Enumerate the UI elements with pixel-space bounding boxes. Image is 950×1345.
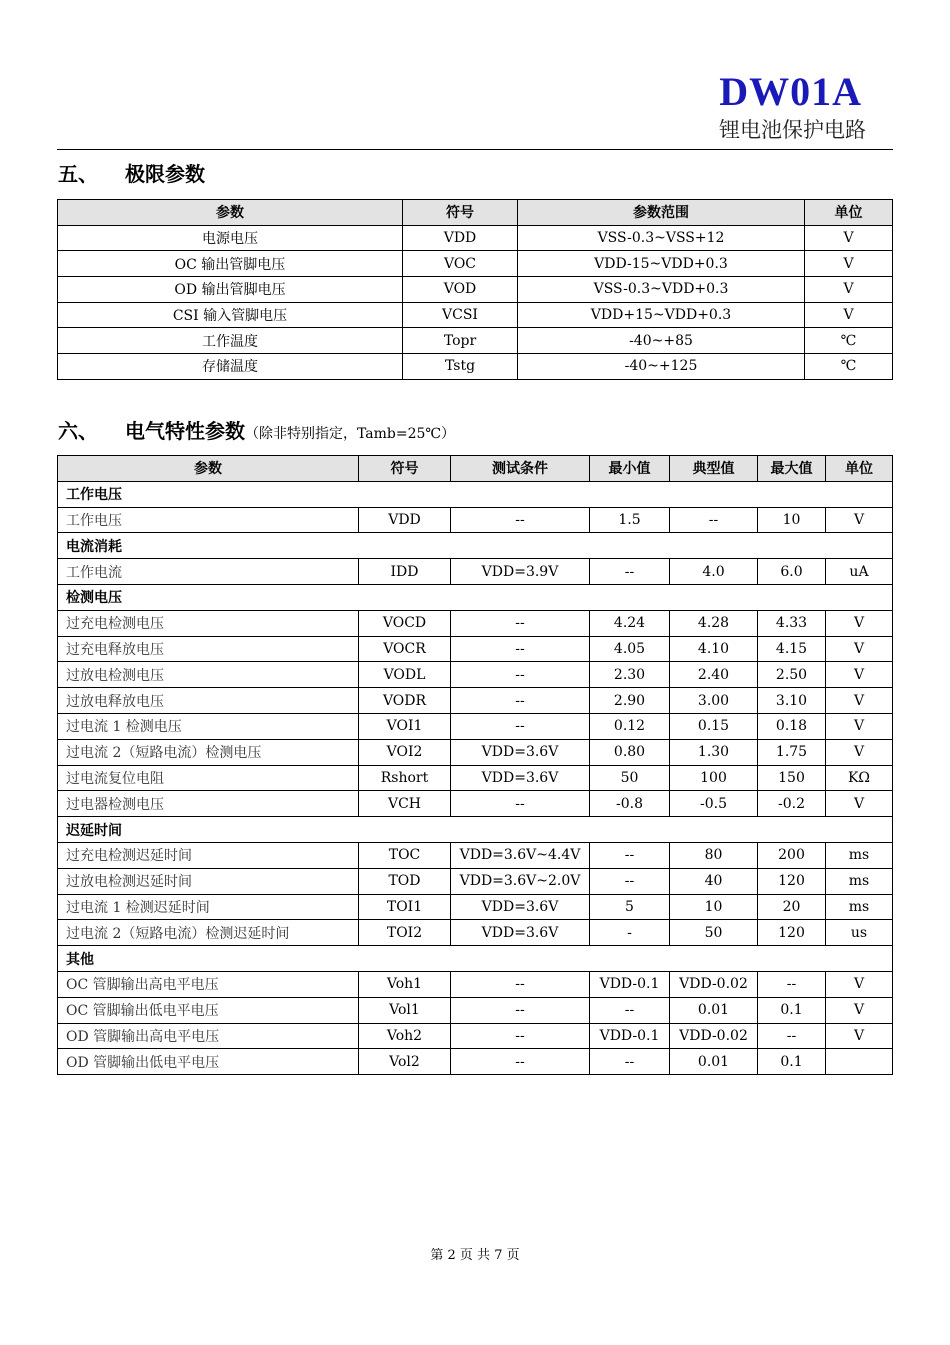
table-cell: VDD=3.9V xyxy=(451,559,590,585)
table-cell: 2.50 xyxy=(758,662,826,688)
table-cell: V xyxy=(805,251,893,277)
table-cell: -40~+85 xyxy=(518,328,805,354)
header-rule xyxy=(57,149,893,150)
electrical-characteristics-body xyxy=(58,481,893,1074)
parameter-name: OC 管脚输出低电平电压 xyxy=(58,997,359,1023)
parameter-name: 过充电检测电压 xyxy=(58,610,359,636)
table-cell: 3.10 xyxy=(758,688,826,714)
absolute-ratings-table xyxy=(57,199,893,380)
table-row xyxy=(58,302,893,328)
table-cell: VDD-0.1 xyxy=(590,1023,670,1049)
table-row xyxy=(58,894,893,920)
table-cell: -- xyxy=(451,997,590,1023)
table-cell: 10 xyxy=(670,894,758,920)
table-cell: 0.01 xyxy=(670,1049,758,1075)
table-cell: 20 xyxy=(758,894,826,920)
table-cell: V xyxy=(826,739,893,765)
table-cell: Topr xyxy=(403,328,518,354)
table-cell: 4.28 xyxy=(670,610,758,636)
table-cell: V xyxy=(826,636,893,662)
table-cell: ℃ xyxy=(805,328,893,354)
table-cell: 2.30 xyxy=(590,662,670,688)
table-cell: Tstg xyxy=(403,354,518,380)
table-cell: 2.40 xyxy=(670,662,758,688)
table-cell: Vol1 xyxy=(359,997,451,1023)
table-cell: TOD xyxy=(359,868,451,894)
category-row xyxy=(58,946,893,972)
table-cell: IDD xyxy=(359,559,451,585)
table-cell: -- xyxy=(451,610,590,636)
column-header: 符号 xyxy=(359,456,451,482)
table-cell: 0.12 xyxy=(590,713,670,739)
table-cell: VCH xyxy=(359,791,451,817)
column-header: 参数 xyxy=(58,200,403,226)
parameter-name: 过充电释放电压 xyxy=(58,636,359,662)
table-cell: 1.5 xyxy=(590,507,670,533)
table-cell: VDD=3.6V xyxy=(451,765,590,791)
table-cell: KΩ xyxy=(826,765,893,791)
table-cell: 2.90 xyxy=(590,688,670,714)
table-cell: 200 xyxy=(758,842,826,868)
table-cell: VOI2 xyxy=(359,739,451,765)
table-cell: ms xyxy=(826,894,893,920)
table-cell: VDD-15~VDD+0.3 xyxy=(518,251,805,277)
table-cell: VDD=3.6V xyxy=(451,739,590,765)
table-row xyxy=(58,225,893,251)
table-row xyxy=(58,739,893,765)
table-cell: -- xyxy=(451,507,590,533)
parameter-name: 过电流 2（短路电流）检测电压 xyxy=(58,739,359,765)
table-cell: VODL xyxy=(359,662,451,688)
section-note: （除非特别指定，Tamb=25℃） xyxy=(245,426,456,442)
table-cell: V xyxy=(826,610,893,636)
table-cell: 0.80 xyxy=(590,739,670,765)
table-cell: VDD-0.02 xyxy=(670,971,758,997)
table-cell: OD 输出管脚电压 xyxy=(58,277,403,303)
parameter-name: OC 管脚输出高电平电压 xyxy=(58,971,359,997)
table-cell: 1.75 xyxy=(758,739,826,765)
table-cell: ℃ xyxy=(805,354,893,380)
section-number: 六、 xyxy=(58,419,98,443)
table-header-row xyxy=(58,456,893,482)
table-cell: 5 xyxy=(590,894,670,920)
table-cell: 4.33 xyxy=(758,610,826,636)
parameter-name: OD 管脚输出低电平电压 xyxy=(58,1049,359,1075)
table-cell: -40~+125 xyxy=(518,354,805,380)
table-cell: -- xyxy=(451,713,590,739)
table-cell: 4.05 xyxy=(590,636,670,662)
table-cell: CSI 输入管脚电压 xyxy=(58,302,403,328)
table-row xyxy=(58,328,893,354)
table-cell: -0.5 xyxy=(670,791,758,817)
table-row xyxy=(58,713,893,739)
page-footer: 第 2 页 共 7 页 xyxy=(430,1248,520,1263)
category-row xyxy=(58,817,893,843)
table-cell: -- xyxy=(451,971,590,997)
table-row xyxy=(58,507,893,533)
column-header: 测试条件 xyxy=(451,456,590,482)
category-label: 检测电压 xyxy=(58,584,893,610)
column-header: 最小值 xyxy=(590,456,670,482)
section-title-text: 极限参数 xyxy=(125,162,205,186)
table-cell: VDD-0.1 xyxy=(590,971,670,997)
table-cell: Voh2 xyxy=(359,1023,451,1049)
table-cell: VDD=3.6V~4.4V xyxy=(451,842,590,868)
table-cell: VOC xyxy=(403,251,518,277)
table-cell: -- xyxy=(451,688,590,714)
table-cell: Rshort xyxy=(359,765,451,791)
table-cell: VDD+15~VDD+0.3 xyxy=(518,302,805,328)
table-cell: 4.10 xyxy=(670,636,758,662)
table-cell: V xyxy=(805,302,893,328)
table-row xyxy=(58,277,893,303)
table-cell: us xyxy=(826,920,893,946)
document-subtitle: 锂电池保护电路 xyxy=(719,118,866,142)
table-cell: V xyxy=(826,662,893,688)
section-title-text: 电气特性参数 xyxy=(125,419,245,443)
table-row xyxy=(58,1049,893,1075)
table-cell: ms xyxy=(826,868,893,894)
table-cell: VSS-0.3~VSS+12 xyxy=(518,225,805,251)
table-cell: 100 xyxy=(670,765,758,791)
table-row xyxy=(58,842,893,868)
table-cell: ms xyxy=(826,842,893,868)
parameter-name: 过放电检测迟延时间 xyxy=(58,868,359,894)
table-cell: 150 xyxy=(758,765,826,791)
parameter-name: 过电流复位电阻 xyxy=(58,765,359,791)
table-cell: VDD=3.6V xyxy=(451,894,590,920)
table-cell: VDD-0.02 xyxy=(670,1023,758,1049)
table-row xyxy=(58,610,893,636)
table-cell: Voh1 xyxy=(359,971,451,997)
table-cell: V xyxy=(826,688,893,714)
table-row xyxy=(58,971,893,997)
electrical-characteristics-table xyxy=(57,455,893,1075)
table-cell: VOD xyxy=(403,277,518,303)
parameter-name: 过电流 2（短路电流）检测迟延时间 xyxy=(58,920,359,946)
table-cell: OC 输出管脚电压 xyxy=(58,251,403,277)
table-cell: -- xyxy=(590,997,670,1023)
table-cell: 0.01 xyxy=(670,997,758,1023)
table-cell: 0.15 xyxy=(670,713,758,739)
parameter-name: 工作电压 xyxy=(58,507,359,533)
table-cell: 0.1 xyxy=(758,997,826,1023)
table-cell: 1.30 xyxy=(670,739,758,765)
column-header: 典型值 xyxy=(670,456,758,482)
table-cell: VOCR xyxy=(359,636,451,662)
table-row xyxy=(58,559,893,585)
table-cell: TOI2 xyxy=(359,920,451,946)
column-header: 参数 xyxy=(58,456,359,482)
table-cell: -- xyxy=(590,842,670,868)
table-cell: VDD xyxy=(359,507,451,533)
table-row xyxy=(58,765,893,791)
column-header: 最大值 xyxy=(758,456,826,482)
table-cell: 存储温度 xyxy=(58,354,403,380)
table-cell: 0.18 xyxy=(758,713,826,739)
section-number: 五、 xyxy=(58,162,98,186)
table-cell: 40 xyxy=(670,868,758,894)
table-cell: -- xyxy=(590,559,670,585)
table-cell: 120 xyxy=(758,868,826,894)
column-header: 单位 xyxy=(805,200,893,226)
table-row xyxy=(58,1023,893,1049)
category-row xyxy=(58,584,893,610)
table-cell: V xyxy=(805,277,893,303)
column-header: 符号 xyxy=(403,200,518,226)
table-cell: -0.2 xyxy=(758,791,826,817)
table-cell: 10 xyxy=(758,507,826,533)
table-cell: -- xyxy=(590,868,670,894)
table-cell: V xyxy=(826,713,893,739)
table-header-row xyxy=(58,200,893,226)
table-cell: V xyxy=(805,225,893,251)
table-cell: 4.24 xyxy=(590,610,670,636)
table-cell: 工作温度 xyxy=(58,328,403,354)
table-row xyxy=(58,662,893,688)
section-heading-absolute-ratings xyxy=(58,160,205,188)
table-cell: 6.0 xyxy=(758,559,826,585)
table-cell: V xyxy=(826,971,893,997)
parameter-name: 过电流 1 检测电压 xyxy=(58,713,359,739)
table-cell: 4.0 xyxy=(670,559,758,585)
parameter-name: 过放电检测电压 xyxy=(58,662,359,688)
category-label: 其他 xyxy=(58,946,893,972)
table-cell: VCSI xyxy=(403,302,518,328)
table-cell: VDD=3.6V xyxy=(451,920,590,946)
table-cell: V xyxy=(826,997,893,1023)
table-cell: - xyxy=(590,920,670,946)
column-header: 单位 xyxy=(826,456,893,482)
parameter-name: 过充电检测迟延时间 xyxy=(58,842,359,868)
table-cell: 120 xyxy=(758,920,826,946)
table-cell: VDD xyxy=(403,225,518,251)
table-cell: -- xyxy=(451,662,590,688)
table-cell: VSS-0.3~VDD+0.3 xyxy=(518,277,805,303)
parameter-name: 过放电释放电压 xyxy=(58,688,359,714)
category-label: 电流消耗 xyxy=(58,533,893,559)
table-cell: VOCD xyxy=(359,610,451,636)
table-cell: VDD=3.6V~2.0V xyxy=(451,868,590,894)
section-heading-electrical xyxy=(58,417,455,448)
category-row xyxy=(58,481,893,507)
table-cell: -- xyxy=(590,1049,670,1075)
parameter-name: 工作电流 xyxy=(58,559,359,585)
table-cell: 0.1 xyxy=(758,1049,826,1075)
parameter-name: OD 管脚输出高电平电压 xyxy=(58,1023,359,1049)
column-header: 参数范围 xyxy=(518,200,805,226)
table-cell: V xyxy=(826,507,893,533)
table-cell: -- xyxy=(758,971,826,997)
table-cell: -- xyxy=(451,1023,590,1049)
table-cell: -- xyxy=(670,507,758,533)
brand-title: DW01A xyxy=(719,69,862,114)
parameter-name: 过电流 1 检测迟延时间 xyxy=(58,894,359,920)
table-cell: VODR xyxy=(359,688,451,714)
category-label: 迟延时间 xyxy=(58,817,893,843)
table-cell: V xyxy=(826,791,893,817)
table-cell: 80 xyxy=(670,842,758,868)
table-cell: TOC xyxy=(359,842,451,868)
table-cell: 电源电压 xyxy=(58,225,403,251)
table-cell: -- xyxy=(451,1049,590,1075)
table-row xyxy=(58,251,893,277)
category-label: 工作电压 xyxy=(58,481,893,507)
table-cell: V xyxy=(826,1023,893,1049)
table-cell: VOI1 xyxy=(359,713,451,739)
table-cell: -- xyxy=(451,791,590,817)
table-cell: -0.8 xyxy=(590,791,670,817)
table-row xyxy=(58,636,893,662)
category-row xyxy=(58,533,893,559)
table-row xyxy=(58,354,893,380)
table-cell: Vol2 xyxy=(359,1049,451,1075)
table-row xyxy=(58,688,893,714)
table-cell: TOI1 xyxy=(359,894,451,920)
table-cell: -- xyxy=(451,636,590,662)
table-cell: -- xyxy=(758,1023,826,1049)
absolute-ratings-body xyxy=(58,225,893,379)
table-cell: 4.15 xyxy=(758,636,826,662)
table-cell: 50 xyxy=(590,765,670,791)
table-cell: uA xyxy=(826,559,893,585)
table-row xyxy=(58,791,893,817)
table-row xyxy=(58,997,893,1023)
parameter-name: 过电器检测电压 xyxy=(58,791,359,817)
table-row xyxy=(58,920,893,946)
table-row xyxy=(58,868,893,894)
table-cell: 50 xyxy=(670,920,758,946)
table-cell: 3.00 xyxy=(670,688,758,714)
table-cell xyxy=(826,1049,893,1075)
